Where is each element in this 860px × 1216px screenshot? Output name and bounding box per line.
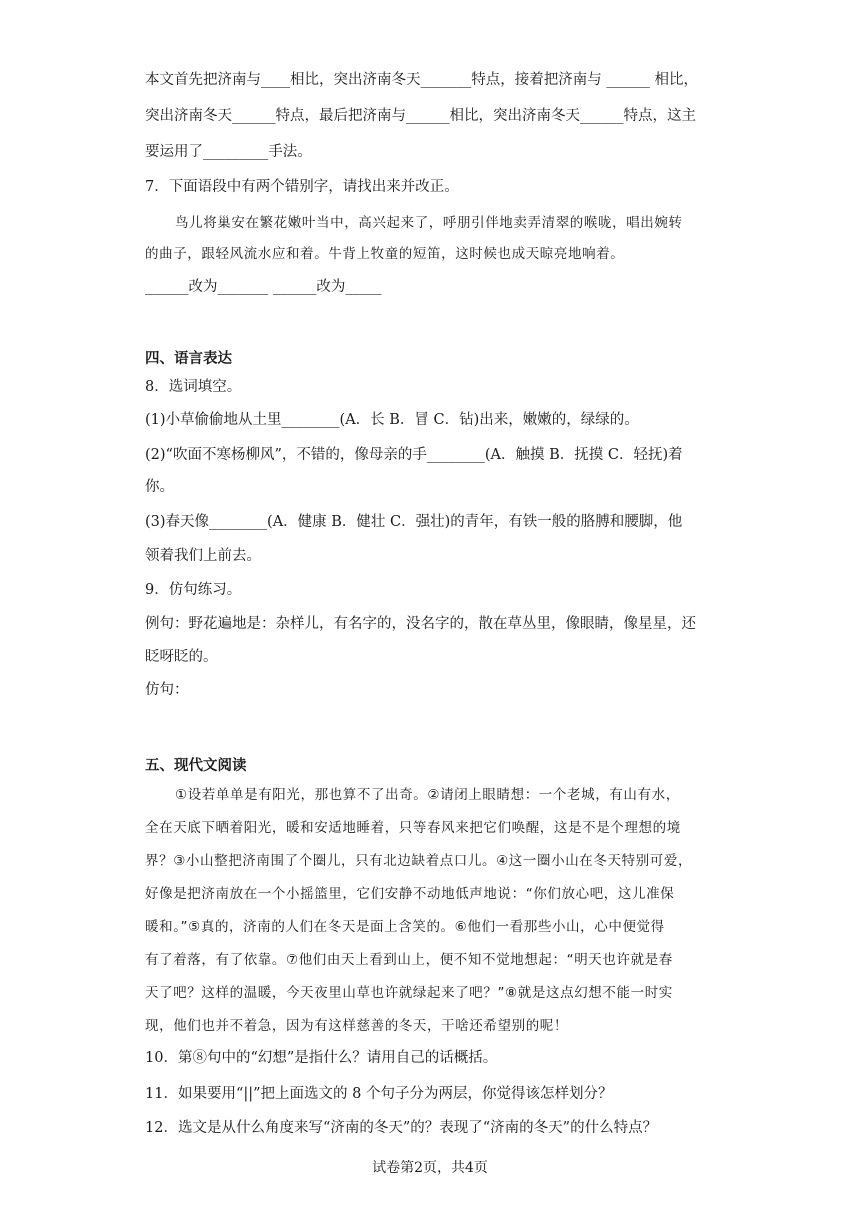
q9-prompt: 9．仿句练习。 xyxy=(145,582,242,598)
passage-line: 全在天底下晒着阳光，暖和安适地睡着，只等春风来把它们唤醒，这是不是个理想的境 xyxy=(145,820,681,836)
q7-prompt: 7．下面语段中有两个错别字，请找出来并改正。 xyxy=(145,179,459,195)
q8-item-3-line-1: (3)春天像________(A．健康 B．健壮 C．强壮)的青年，有铁一般的胳膊和腰脚，他 xyxy=(145,514,683,530)
passage-line: 暖和。”⑤真的，济南的人们在冬天是面上含笑的。⑥他们一看那些小山，心中便觉得 xyxy=(145,919,665,935)
passage-line: 界？③小山整把济南围了个圈儿，只有北边缺着点口儿。④这一圈小山在冬天特别可爱， xyxy=(145,853,693,869)
q12-prompt: 12．选文是从什么角度来写“济南的冬天”的？表现了“济南的冬天”的什么特点？ xyxy=(145,1120,658,1136)
q8-item-1: (1)小草偷偷地从土里________(A．长 B．冒 C．钻)出来，嫩嫩的，绿绿的。 xyxy=(145,412,639,428)
q9-example-line-2: 眨呀眨的。 xyxy=(145,649,218,665)
section-4-title: 四、语言表达 xyxy=(145,350,232,367)
q10-prompt: 10．第⑧句中的“幻想”是指什么？请用自己的话概括。 xyxy=(145,1050,498,1066)
q8-item-2-line-2: 你。 xyxy=(145,479,174,495)
q11-prompt: 11．如果要用“||”把上面选文的 8 个句子分为两层，你觉得该怎样划分？ xyxy=(145,1086,613,1102)
q7-passage-line-2: 的曲子，跟轻风流水应和着。牛背上牧童的短笛，这时候也成天晾亮地响着。 xyxy=(145,246,625,262)
q9-imitate-label: 仿句： xyxy=(145,682,189,698)
q6-line-1: 本文首先把济南与____相比，突出济南冬天_______特点，接着把济南与 ______ 相比， xyxy=(145,72,698,88)
passage-line: 有了着落，有了依靠。⑦他们由天上看到山上，便不知不觉地想起：“明天也许就是春 xyxy=(145,952,673,968)
passage-line: 天了吧？这样的温暖，今天夜里山草也许就绿起来了吧？”⑧就是这点幻想不能一时实 xyxy=(145,985,673,1001)
q7-passage-line-1: 鸟儿将巢安在繁花嫩叶当中，高兴起来了，呼朋引伴地卖弄清翠的喉咙，唱出婉转 xyxy=(175,215,683,231)
q8-item-3-line-2: 领着我们上前去。 xyxy=(145,548,261,564)
passage-line: 现，他们也并不着急，因为有这样慈善的冬天，干啥还希望别的呢！ xyxy=(145,1018,568,1034)
passage-line: ①设若单单是有阳光，那也算不了出奇。②请闭上眼睛想：一个老城，有山有水， xyxy=(175,787,680,803)
q6-line-3: 要运用了_________手法。 xyxy=(145,144,312,160)
q7-answer-blanks: ______改为_______ ______改为_____ xyxy=(145,279,382,295)
section-5-title: 五、现代文阅读 xyxy=(145,757,247,774)
q8-prompt: 8．选词填空。 xyxy=(145,379,242,395)
page-footer: 试卷第2页，共4页 xyxy=(372,1160,488,1176)
q8-item-2-line-1: (2)“吹面不寒杨柳风”，不错的，像母亲的手________(A．触摸 B．抚摸 C．轻抚)着 xyxy=(145,447,683,463)
q6-line-2: 突出济南冬天______特点，最后把济南与______相比，突出济南冬天______特点，这主 xyxy=(145,108,696,124)
q9-example-line-1: 例句：野花遍地是：杂样儿，有名字的，没名字的，散在草丛里，像眼睛，像星星，还 xyxy=(145,616,696,632)
passage-line: 好像是把济南放在一个小摇篮里，它们安静不动地低声地说：“你们放心吧，这儿准保 xyxy=(145,886,675,902)
